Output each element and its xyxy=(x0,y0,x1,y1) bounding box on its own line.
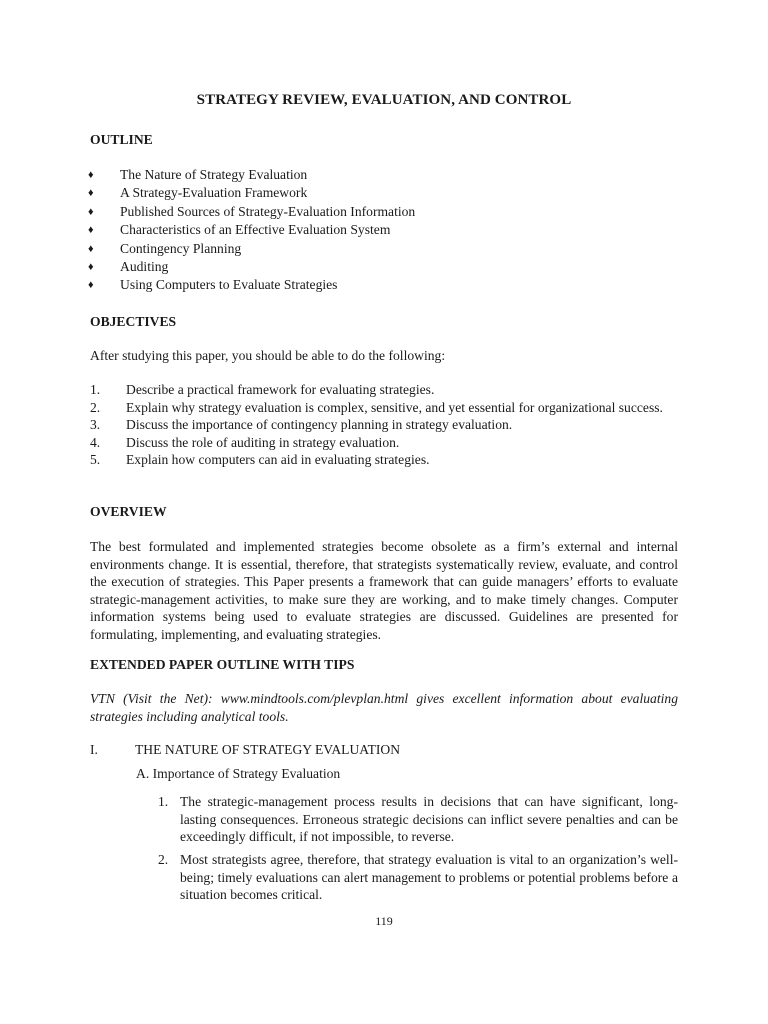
list-item: ♦ Auditing xyxy=(88,258,415,276)
list-item: 1. Describe a practical framework for evaluating strategies. xyxy=(90,382,435,397)
page-number: 119 xyxy=(375,914,393,928)
list-item: ♦ Contingency Planning xyxy=(88,240,415,258)
list-item: 3. Discuss the importance of contingency planning in strategy evaluation. xyxy=(90,417,513,432)
list-item: ♦ The Nature of Strategy Evaluation xyxy=(88,166,415,184)
diamond-bullet-icon: ♦ xyxy=(88,169,94,181)
vtn-note: VTN (Visit the Net): www.mindtools.com/plevplan.html gives excellent information about evaluating strategies including analytical tools. xyxy=(90,691,678,724)
list-item: ♦ A Strategy-Evaluation Framework xyxy=(88,184,415,202)
section-number: I. xyxy=(90,742,98,757)
objectives-list xyxy=(90,381,680,469)
list-item: ♦ Published Sources of Strategy-Evaluation Information xyxy=(88,203,415,221)
list-item: 4. Discuss the role of auditing in strategy evaluation. xyxy=(90,434,400,450)
diamond-bullet-icon: ♦ xyxy=(88,242,94,255)
list-item: ♦ Characteristics of an Effective Evaluation System xyxy=(88,221,415,239)
diamond-bullet-icon: ♦ xyxy=(88,187,94,200)
list-item: 5. Explain how computers can aid in evaluating strategies. xyxy=(90,452,430,467)
objectives-heading: OBJECTIVES xyxy=(90,314,177,329)
list-item: 2. Explain why strategy evaluation is complex, sensitive, and yet essential for organizational success. xyxy=(90,399,663,415)
extended-outline-heading: EXTENDED PAPER OUTLINE WITH TIPS xyxy=(90,657,355,672)
section-title: THE NATURE OF STRATEGY EVALUATION xyxy=(135,742,401,757)
outline-list xyxy=(88,166,415,295)
subsection-heading: A. Importance of Strategy Evaluation xyxy=(136,766,341,781)
diamond-bullet-icon: ♦ xyxy=(88,224,94,237)
overview-heading: OVERVIEW xyxy=(90,504,167,519)
list-item: ♦ Using Computers to Evaluate Strategies xyxy=(88,276,415,294)
page-title: STRATEGY REVIEW, EVALUATION, AND CONTROL xyxy=(196,92,572,108)
list-item: 2. Most strategists agree, therefore, that strategy evaluation is vital to an organization’s well-being; timely evaluations can alert management to problems or potential problems before a situation becomes critical. xyxy=(158,852,678,902)
objectives-intro: After studying this paper, you should be able to do the following: xyxy=(90,348,446,363)
diamond-bullet-icon: ♦ xyxy=(88,279,94,292)
list-item: 1. The strategic-management process results in decisions that can have significant, long-lasting consequences. Erroneous strategic decisions can inflict severe penalties and can be exceedingly difficult, if not impossible, to reverse. xyxy=(158,794,678,844)
diamond-bullet-icon: ♦ xyxy=(88,205,94,218)
outline-heading: OUTLINE xyxy=(90,132,153,147)
diamond-bullet-icon: ♦ xyxy=(88,260,94,273)
overview-paragraph: The best formulated and implemented strategies become obsolete as a firm’s external and internal environments change. It is essential, therefore, that strategists systematically review, evaluate, and control the execution of strategies. This Paper presents a framework that can guide managers’ efforts to evaluate strategic-management activities, to make sure they are working, and to make timely changes. Computer information systems being used to evaluate strategies are discussed. Guidelines are presented for formulating, implementing, and evaluating strategies. xyxy=(90,539,678,642)
